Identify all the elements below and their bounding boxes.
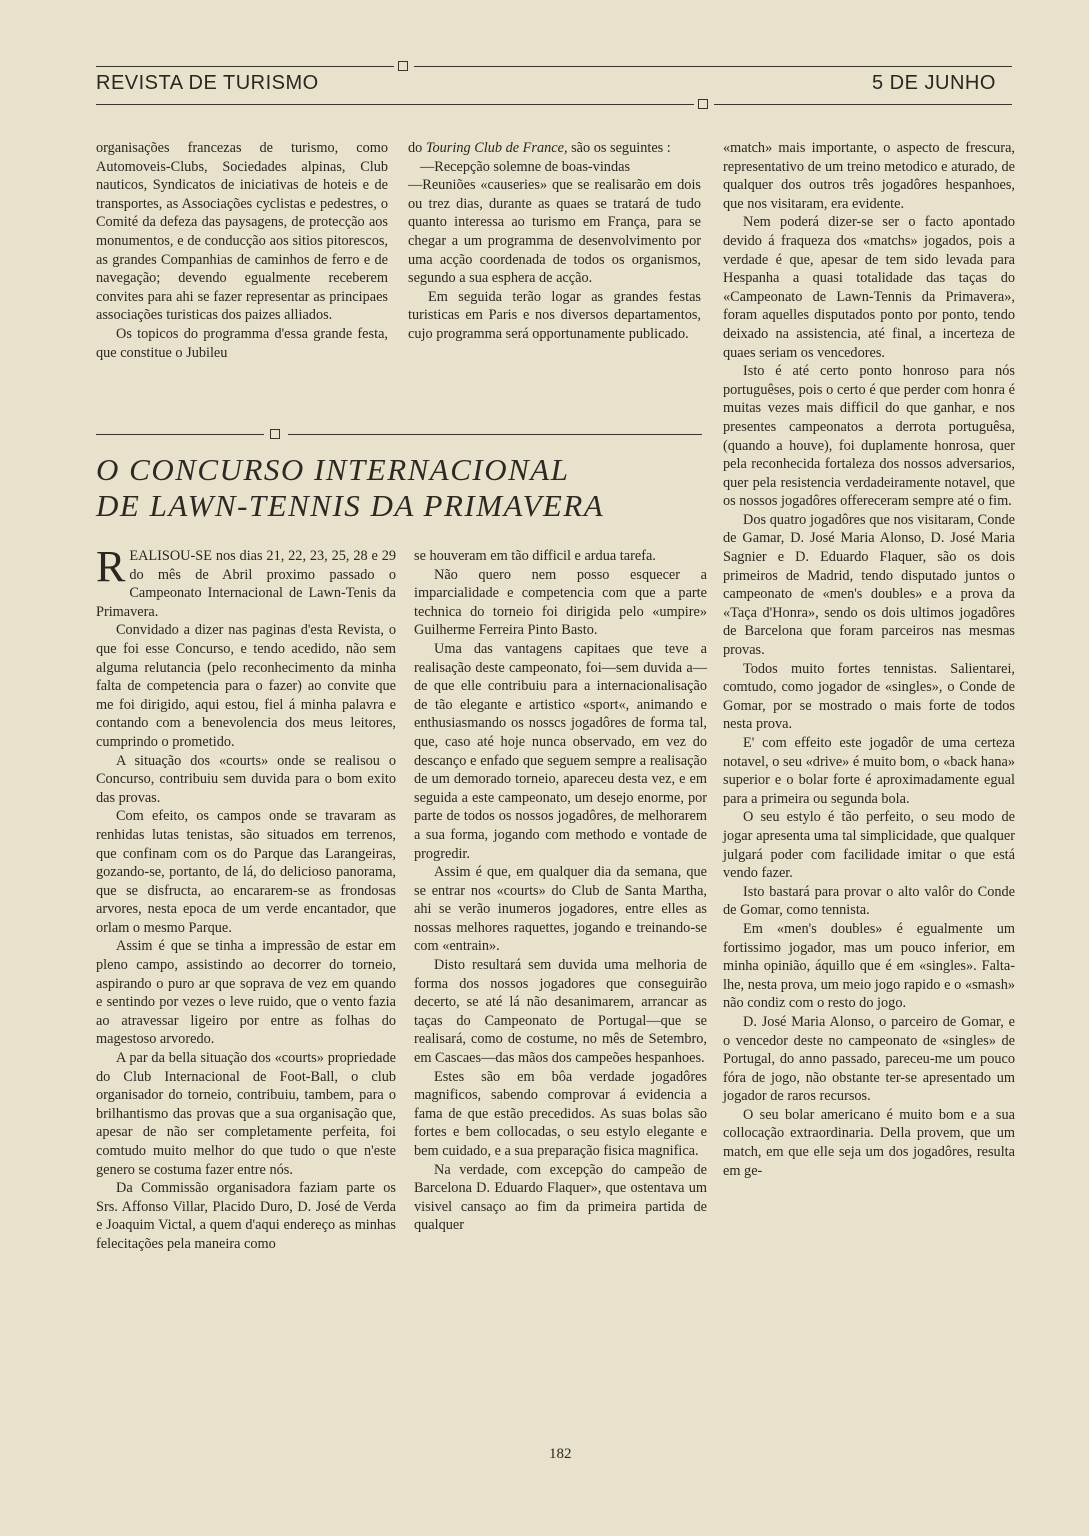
paragraph: Uma das vantagens capitaes que teve a realisação deste campeonato, foi—sem duvida a—de que elle contribuiu para a internacionalisação de tão elegante e artistico «sport«, animando e enthusiasmando os nosscs jogadôres de forma tal, que, caso até hoje nunca observado, em vez do descanço e enfado que seguem sempre a realisação de um demorado torneio, apareceu desta vez, e em seguida a este campeonato, um desejo enorme, por parte de todos os nossos jogadôres, de melhorarem a sua forma, jogando com methodo e vontade de progredir. [414,640,707,862]
paragraph: se houveram em tão difficil e ardua tarefa. [414,548,656,564]
paragraph: D. José Maria Alonso, o parceiro de Gomar, e o vencedor deste no campeonato de «singles» de Portugal, do anno passado, pareceu-me um pouco fóra de jogo, não obstante ter-se apresentado um jogador de raros recursos. [723,1013,1015,1105]
list-item: —Recepção solemne de boas-vindas [420,158,631,175]
paragraph: Estes são em bôa verdade jogadôres magnificos, sabendo comprovar á evidencia a fama de que estão precedidos. As suas bolas são fortes e bem collocadas, o seu estylo elegante e bem cuidado, e a sua preparação fisica magnifica. [414,1068,707,1159]
header-ornament-top [398,61,408,71]
article-title-line-2: DE LAWN-TENNIS DA PRIMAVERA [96,488,605,523]
paragraph: Os topicos do programma d'essa grande festa, que constitue o Jubileu [96,325,388,361]
lead-rest: são os seguintes : [567,140,671,156]
paragraph: O seu estylo é tão perfeito, o seu modo de jogar apresenta uma tal simplicidade, que qualquer julgará poder com facilidade imitar o que está vendo fazer. [723,809,1015,882]
paragraph: organisações francezas de turismo, como Automoveis-Clubs, Sociedades alpinas, Club nauticos, Syndicatos de iniciativas de hoteis e de transportes, as Associações cyclistas e pedestres, o Comité da defeza das paysagens, de protecção aos monumentos, e de conducção aos sitios pitorescos, as grandes Companhias de caminhos de ferro e de navegação; devendo egualmente receberem convites para ahi se fazer representar as principaes associações turisticas dos paizes alliados. [96,140,388,324]
paragraph: E' com effeito este jogadôr de uma certeza notavel, o seu «drive» é muito bom, o «back hana» superior e o bolar forte é aproximadamente egual para a primeira ou segunda bola. [723,735,1015,807]
article-column-2 [414,547,707,1235]
paragraph: Dos quatro jogadôres que nos visitaram, Conde de Gamar, D. José Maria Alonso, D. José Maria Sagnier e D. Eduardo Flaquer, são os dois primeiros de Madrid, tendo disputado juntos o campeonato de «men's doubles» e a prova da «Taça d'Honra», sendo os dois ultimos jogadôres de Barcelona que foram parceiros nas mesmas provas. [723,511,1015,659]
header-title: REVISTA DE TURISMO [96,72,319,94]
paragraph: Não quero nem posso esquecer a imparcialidade e competencia com que a parte technica do torneio foi dirigida pelo «umpire» Guilherme Ferreira Pinto Basto. [414,566,707,639]
header-top-rule-right [414,66,1012,67]
top-column-2 [408,139,701,344]
touring-club-name: Touring Club de France, [425,140,568,156]
article-first-paragraph [96,542,396,621]
header-date: 5 DE JUNHO [872,72,996,94]
header-bottom-rule-left [96,104,694,105]
article-column-1 [96,542,396,1254]
header-ornament-bottom [698,99,708,109]
paragraph: Em seguida terão logar as grandes festas turisticas em Paris e nos diversos departamentos, cujo programma será opportunamente publicado. [408,288,701,342]
top-column-1 [96,139,388,362]
first-word: EALISOU-SE [129,548,212,564]
header-top-rule-left [96,66,394,67]
paragraph: Convidado a dizer nas paginas d'esta Revista, o que foi esse Concurso, e tendo acedido, não sem alguma relutancia (pelo reconhecimento da minha falta de competencia para o fazer) ao convite que me foi dirigido, aqui estou, fiel á minha palavra e contando com a benevolencia dos meus leitores, cumprindo o prometido. [96,622,396,750]
paragraph: Em «men's doubles» é egualmente um fortissimo jogador, mas um pouco inferior, em minha opinião, áquillo que é em «singles». Falta-lhe, nesta prova, um meio jogo rapido e o «smash» não condiz com o resto do jogo. [723,920,1015,1012]
paragraph: A par da bella situação dos «courts» propriedade do Club Internacional de Foot-Ball, o club organisador do torneio, contribuiu, tambem, para o brilhantismo das provas que a sua organisação que, apesar de não ser completamente perfeita, foi comtudo muito melhor do que tudo o que n'este genero se costuma fazer entre nós. [96,1050,396,1178]
paragraph: Assim é que, em qualquer dia da semana, que se entrar nos «courts» do Club de Santa Martha, ahi se verão inumeros jogadores, entre elles as nossas melhores raquettes, jogando e treinando-se com «entrain». [414,864,707,955]
header-bottom-rule-right [714,104,1012,105]
first-paragraph-rest: nos dias 21, 22, 23, 25, 28 e 29 do mês de Abril proximo passado o Campeonato Internacional de Lawn-Tenis da Primavera. [96,548,396,620]
paragraph: A situação dos «courts» onde se realisou o Concurso, contribuiu sem duvida para o bom exito das provas. [96,752,396,806]
paragraph: «match» mais importante, o aspecto de frescura, representativo de um treino metodico e aturado, de qualquer dos outros três jogadôres hespanhoes, que nos visitaram, era evidente. [723,140,1015,212]
paragraph: O seu bolar americano é muito bom e a sua collocação extraordinaria. Della provem, que um match, em que elle seja um dos jogadôres, resulta em ge- [723,1106,1015,1179]
paragraph: Todos muito fortes tennistas. Salientarei, comtudo, como jogador de «singles», o Conde de Gomar, por se mostrado o mais forte de todos nesta prova. [723,660,1015,733]
right-column [723,139,1015,1180]
article-title-line-1: O CONCURSO INTERNACIONAL [96,452,570,487]
paragraph: Isto é até certo ponto honroso para nós portuguêses, pois o certo é que perder com honra é muitas vezes mais difficil do que ganhar, e nos presentes campeonatos a derrota portuguêsa, (quando a houve), foi duplamente honrosa, quer pela reconhecida fortaleza dos nossos adversarios, quer pela resistencia verdadeiramente notavel, que os nossos jogadôres offereceram sempre até o fim. [723,363,1015,510]
paragraph: Da Commissão organisadora faziam parte os Srs. Affonso Villar, Placido Duro, D. José de Verda e Joaquim Victal, a quem d'aqui endereço as minhas felecitações pela maneira como [96,1180,396,1252]
paragraph [408,139,701,158]
paragraph: Na verdade, com excepção do campeão de Barcelona D. Eduardo Flaquer», que ostentava um visivel cansaço ao fim da primeira partida de qualquer [414,1161,707,1234]
lead-text: do [408,140,426,156]
article-rule-right [288,434,702,435]
page-number: 182 [549,1446,572,1462]
paragraph: Disto resultará sem duvida uma melhoria de forma dos nossos jogadores que conseguirão decerto, se até lá não desanimarem, arrancar as taças do Campeonato de Portugal—que se realisará, como de costume, no mês de Setembro, em Cascaes—das mãos dos campeões hespanhoes. [414,957,707,1067]
article-rule-left [96,434,264,435]
paragraph: Isto bastará para provar o alto valôr do Conde de Gomar, como tennista. [723,883,1015,919]
paragraph: Nem poderá dizer-se ser o facto apontado devido á fraqueza dos «matchs» jogados, pois a verdade é que, apesar de tem sido levada para Hespanha a quasi totalidade das taças do «Campeonato de Lawn-Tennis da Primavera», foram aquelles disputados ponto por ponto, tendo deixado na assistencia, até final, a incerteza de quaes seriam os vencedores. [723,214,1015,361]
list-item: —Reuniões «causeries» que se realisarão em dois ou trez dias, durante as quaes se tratará de tudo quanto interessa ao turismo em França, para se chegar a um programma de desenvolvimento por uma acção coordenada de todos os organismos, segundo a sua esphera de acção. [408,177,701,287]
paragraph: Assim é que se tinha a impressão de estar em pleno campo, assistindo ao decorrer do torneio, aspirando o puro ar que soprava de vez em quando e sentindo por vezes o leve ruido, que o vento fazia ao atravessar ligeiro por entre as folhas do magestoso arvoredo. [96,938,396,1048]
drop-cap: R [96,542,126,591]
paragraph: Com efeito, os campos onde se travaram as renhidas lutas tenistas, são situados em terrenos, que confinam com os do Parque das Larangeiras, gozando-se, portanto, de lá, do delicioso panorama, que se disfructa, ao encararem-se as frondosas arvores, nesta epoca de um verde encantador, que orlam o mesmo Parque. [96,808,396,936]
article-ornament [270,429,280,439]
